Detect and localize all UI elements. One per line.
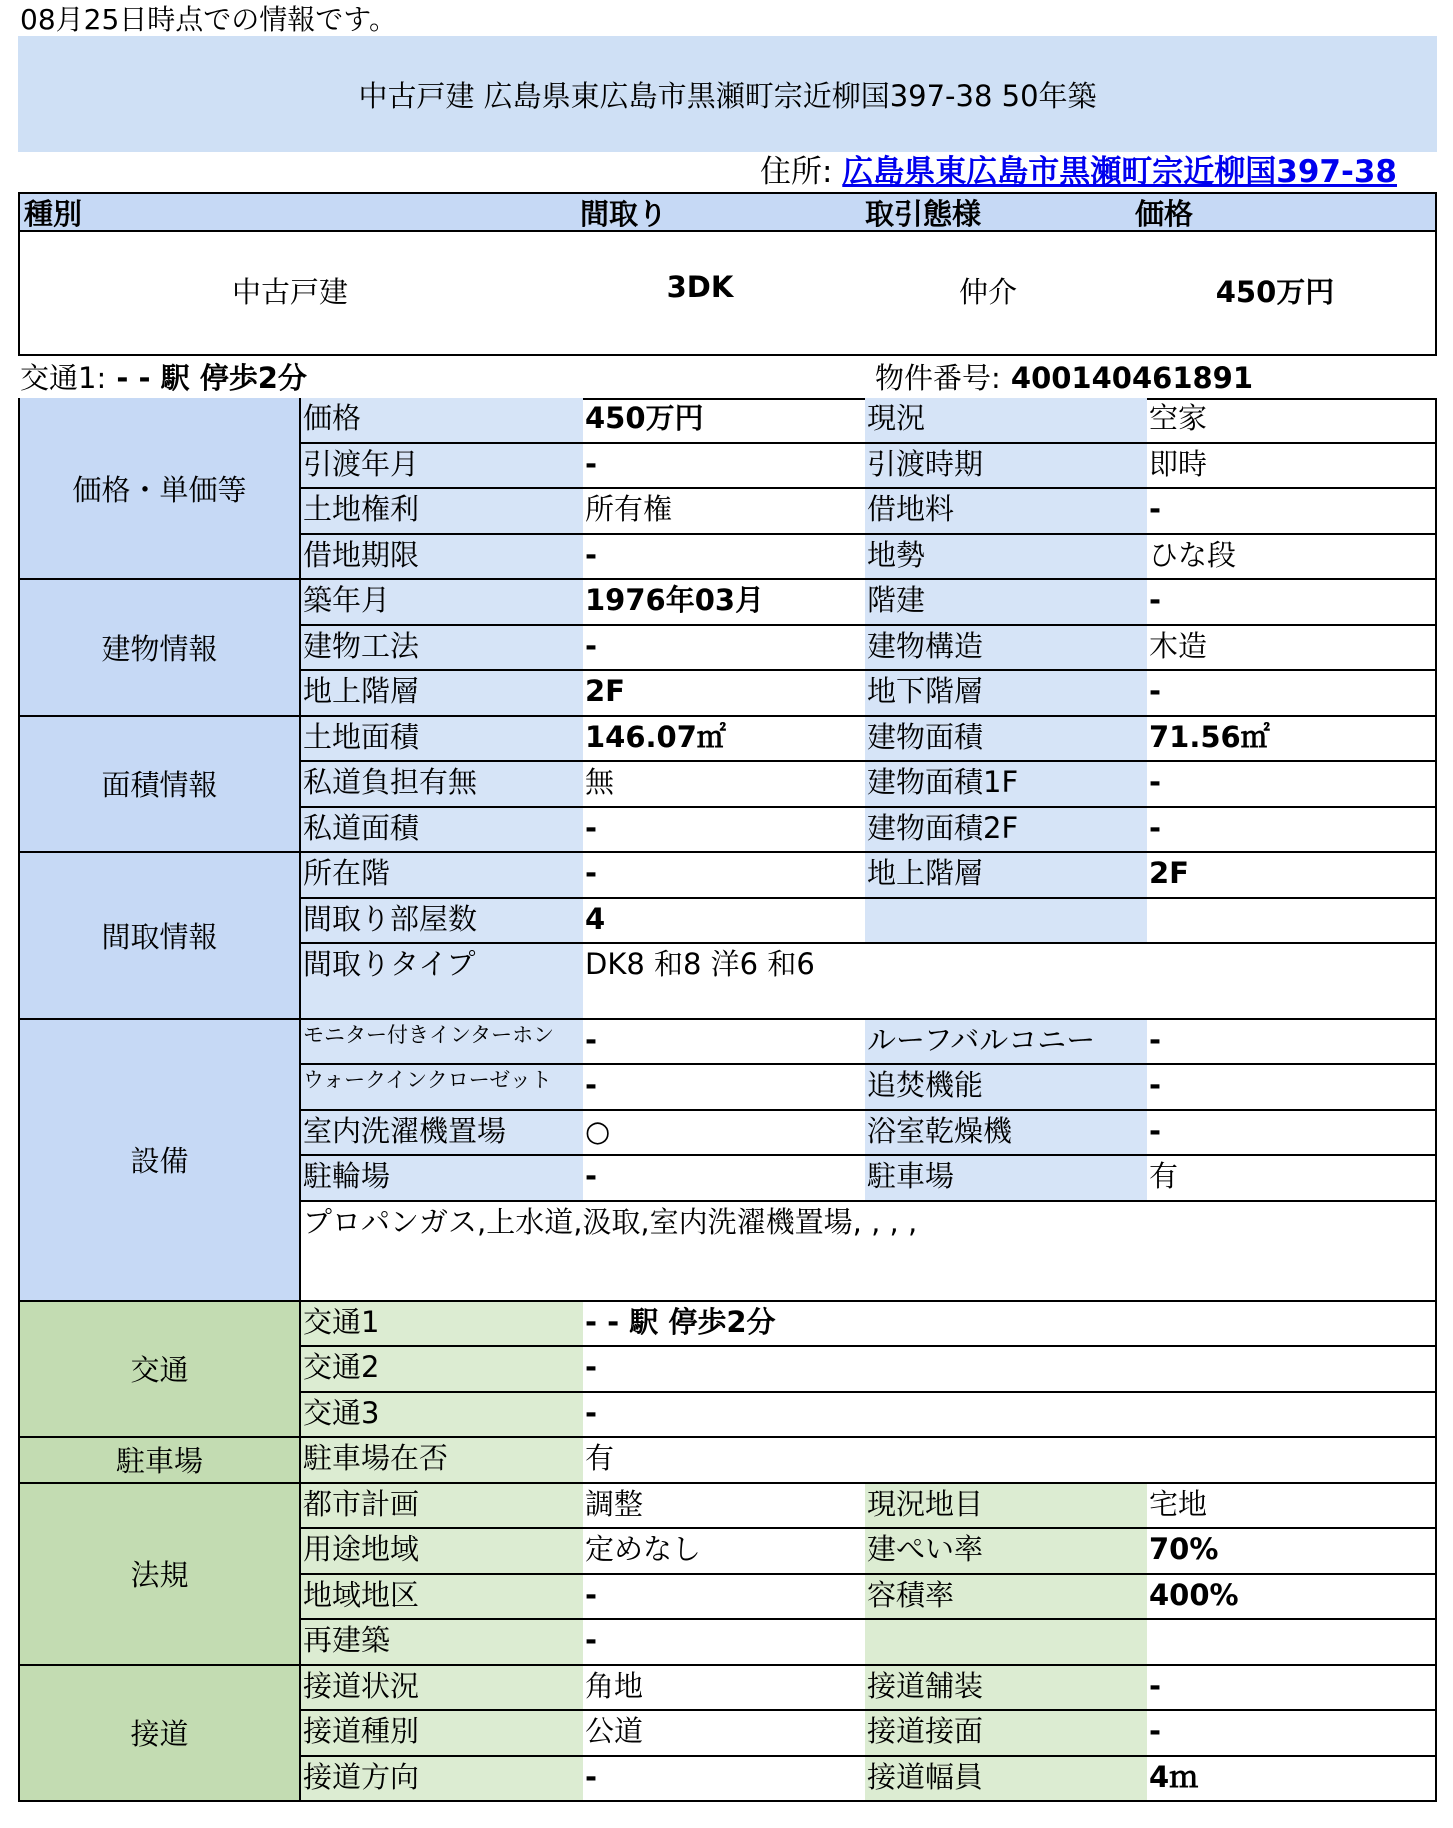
summary-values [18, 232, 1437, 356]
field-value: 2F [585, 674, 625, 708]
field-value: 公道 [585, 1714, 644, 1748]
field-value: 146.07㎡ [585, 719, 726, 754]
field-label: 築年月 [301, 580, 583, 626]
summary-price: 450万円 [1215, 275, 1335, 309]
field-label: 追焚機能 [865, 1065, 1147, 1110]
field-label: 引渡年月 [301, 444, 583, 490]
field-label: 室内洗濯機置場 [301, 1111, 583, 1157]
field-value: - [1149, 765, 1162, 799]
field-value: DK8 和8 洋6 和6 [585, 947, 815, 981]
field-label: 駐車場 [865, 1156, 1147, 1201]
field-label: 土地権利 [301, 489, 583, 535]
field-value: 無 [585, 765, 615, 799]
section-label: 価格・単価等 [18, 398, 301, 580]
field-value: 有 [585, 1441, 615, 1475]
field-value: - - 駅 停歩2分 [585, 1304, 776, 1339]
field-label: モニター付きインターホン [301, 1020, 583, 1066]
field-label: 地上階層 [301, 671, 583, 717]
section-label: 法規 [18, 1484, 301, 1666]
grid-border [1435, 398, 1437, 1802]
field-label: 接道接面 [865, 1711, 1147, 1756]
property-number-label: 物件番号: [875, 361, 1001, 395]
field-label: 接道種別 [301, 1711, 583, 1757]
row-divider [18, 1800, 1437, 1802]
field-value [1147, 1620, 1437, 1665]
field-value: - [1149, 1022, 1162, 1057]
grid-border [18, 398, 20, 1802]
field-value: - [585, 628, 598, 663]
field-value: 角地 [585, 1668, 644, 1703]
field-label: 建物構造 [865, 626, 1147, 671]
summary-header-type: 種別 [24, 197, 83, 231]
field-label: 借地期限 [301, 535, 583, 581]
field-label: 浴室乾燥機 [865, 1111, 1147, 1156]
field-value: - [1149, 583, 1162, 617]
field-value: - [1149, 492, 1162, 526]
field-value: - [1149, 1668, 1162, 1703]
field-label [865, 899, 1147, 944]
property-number [875, 358, 1253, 398]
field-value: 1976年03月 [585, 583, 765, 617]
field-label: 建物面積 [865, 717, 1147, 762]
field-label: 借地料 [865, 489, 1147, 534]
field-label: 再建築 [301, 1620, 583, 1666]
summary-header-layout: 間取り [580, 197, 668, 231]
field-label: ルーフバルコニー [865, 1020, 1147, 1065]
field-label: 地域地区 [301, 1575, 583, 1621]
equipment-note: プロパンガス,上水道,汲取,室内洗濯機置場, , , , [303, 1204, 918, 1239]
field-label: 交通3 [301, 1393, 583, 1439]
field-label: 接道幅員 [865, 1757, 1147, 1802]
field-label: 建物工法 [301, 626, 583, 672]
field-label: 容積率 [865, 1575, 1147, 1620]
field-label: 引渡時期 [865, 444, 1147, 489]
field-value: - [585, 537, 598, 572]
property-number-value: 400140461891 [1010, 361, 1254, 395]
field-value: - [1149, 1714, 1162, 1748]
field-label: 現況 [865, 398, 1147, 443]
field-value: 所有権 [585, 492, 673, 526]
field-value: 調整 [585, 1486, 644, 1521]
summary-header [18, 192, 1437, 232]
field-label: 交通2 [301, 1347, 583, 1393]
field-label: 私道面積 [301, 808, 583, 854]
field-value: 有 [1149, 1159, 1179, 1193]
field-label: 接道舗装 [865, 1666, 1147, 1711]
field-value: - [585, 1022, 598, 1057]
field-label: 価格 [301, 398, 583, 444]
field-label: 階建 [865, 580, 1147, 625]
listing-title-text: 中古戸建 広島県東広島市黒瀬町宗近柳国397-38 50年築 [358, 78, 1097, 113]
address-label: 住所: [759, 154, 833, 190]
as-of-date: 08月25日時点での情報です。 [20, 3, 398, 36]
field-value: 4 [585, 901, 606, 936]
grid-divider [299, 398, 301, 1802]
section-label: 間取情報 [18, 853, 301, 1020]
section-label: 設備 [18, 1020, 301, 1302]
field-label: 土地面積 [301, 717, 583, 763]
field-value: - [1149, 810, 1162, 845]
field-value: 2F [1149, 856, 1189, 890]
summary-type: 中古戸建 [231, 275, 349, 309]
field-label: 間取りタイプ [301, 944, 583, 1020]
field-label: 接道状況 [301, 1666, 583, 1712]
field-value: - [585, 1350, 598, 1384]
field-label: 地上階層 [865, 853, 1147, 898]
field-label: 現況地目 [865, 1484, 1147, 1529]
field-label: 用途地域 [301, 1529, 583, 1575]
field-value: 400% [1149, 1577, 1239, 1612]
field-value: - [585, 856, 598, 890]
section-label: 接道 [18, 1666, 301, 1803]
field-label: 駐車場在否 [301, 1438, 583, 1484]
field-value: - [585, 1159, 598, 1193]
detail-grid [18, 398, 1437, 1802]
field-label: 所在階 [301, 853, 583, 899]
field-label: 建物面積1F [865, 762, 1147, 807]
section-label: 駐車場 [18, 1438, 301, 1484]
field-value: - [585, 1395, 598, 1430]
summary-header-transaction: 取引態様 [865, 197, 982, 231]
field-value: ○ [585, 1113, 611, 1148]
field-label: 地勢 [865, 535, 1147, 580]
section-label: 建物情報 [18, 580, 301, 717]
address-line [760, 150, 1397, 194]
field-value: - [1149, 1113, 1162, 1148]
field-label: 駐輪場 [301, 1156, 583, 1202]
field-value: - [585, 1577, 598, 1612]
section-label: 面積情報 [18, 717, 301, 854]
access-label: 交通1: [20, 361, 107, 395]
field-value: 宅地 [1149, 1486, 1208, 1521]
section-label: 交通 [18, 1302, 301, 1439]
field-value: 70% [1149, 1532, 1219, 1566]
summary-layout: 3DK [666, 270, 734, 304]
address-link[interactable]: 広島県東広島市黒瀬町宗近柳国397-38 [842, 154, 1397, 190]
field-value: 即時 [1149, 446, 1208, 481]
field-value: 空家 [1149, 401, 1208, 435]
field-value: - [1149, 674, 1162, 708]
field-value: 4ｍ [1149, 1759, 1199, 1794]
field-value: - [585, 1623, 598, 1657]
field-value: - [1149, 1068, 1162, 1102]
field-label: ウォークインクローゼット [301, 1065, 583, 1111]
field-label: 接道方向 [301, 1757, 583, 1803]
field-label: 間取り部屋数 [301, 899, 583, 945]
field-value: - [585, 1759, 598, 1794]
access-value: - - 駅 停歩2分 [106, 361, 307, 395]
field-value: ひな段 [1149, 537, 1237, 572]
field-value: - [585, 1068, 598, 1102]
field-label: 私道負担有無 [301, 762, 583, 808]
field-value: 450万円 [585, 401, 704, 435]
field-label: 建物面積2F [865, 808, 1147, 853]
field-value: 71.56㎡ [1149, 719, 1270, 754]
summary-header-price: 価格 [1135, 197, 1194, 231]
field-label: 交通1 [301, 1302, 583, 1348]
field-label: 地下階層 [865, 671, 1147, 716]
summary-transaction: 仲介 [958, 275, 1018, 309]
field-value [1147, 899, 1437, 944]
field-label: 都市計画 [301, 1484, 583, 1530]
field-label: 建ぺい率 [865, 1529, 1147, 1574]
field-label [865, 1620, 1147, 1665]
field-value: - [585, 446, 598, 481]
listing-title [18, 36, 1437, 152]
access-line [20, 358, 307, 398]
field-value: - [585, 810, 598, 845]
field-value: 木造 [1149, 628, 1208, 663]
field-value: 定めなし [585, 1532, 702, 1566]
